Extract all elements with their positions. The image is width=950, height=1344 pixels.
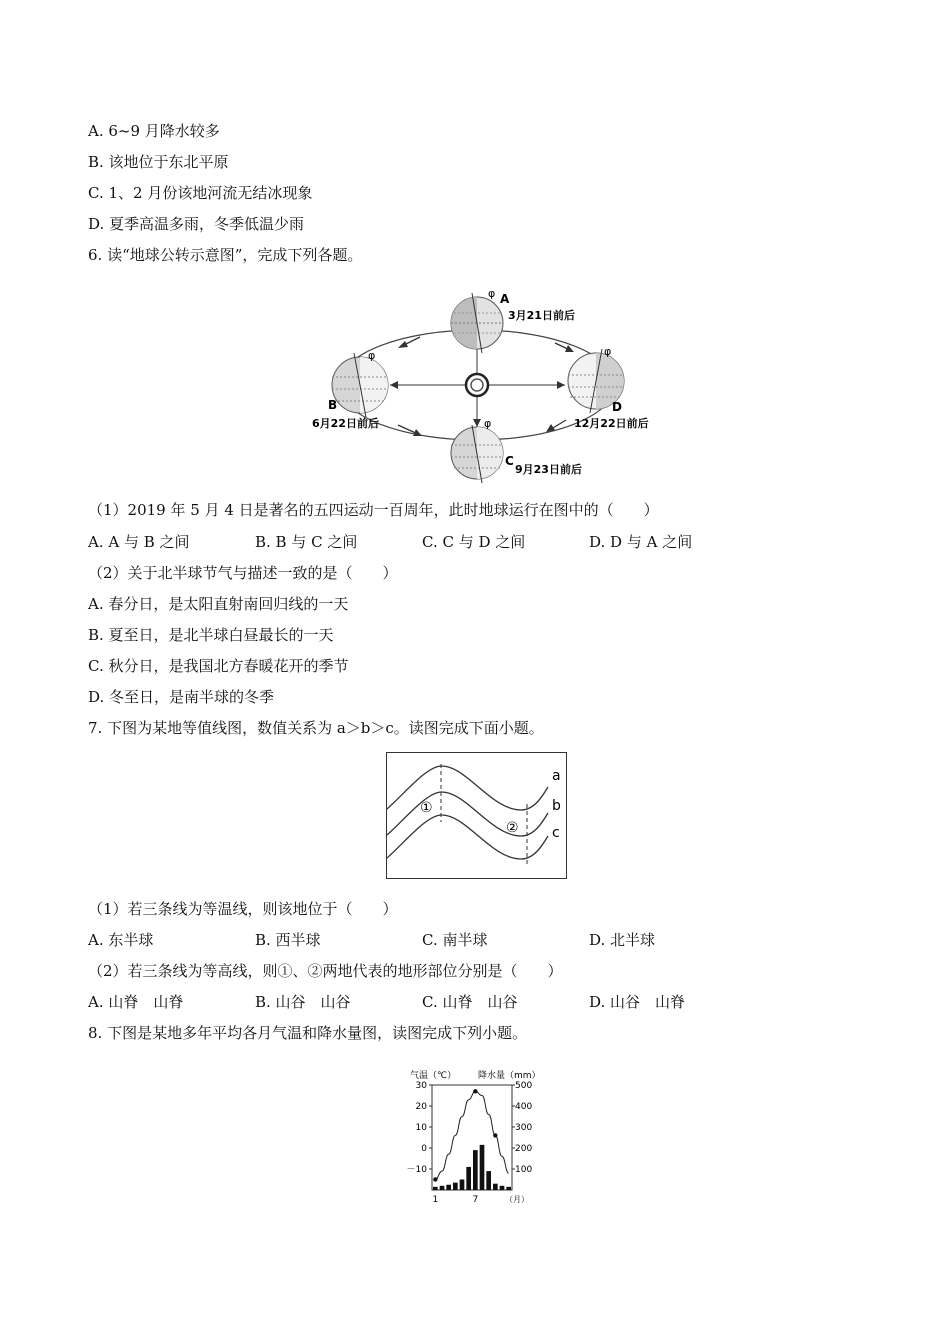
left-tick-label: －10: [406, 1165, 427, 1175]
precip-bar-2: [440, 1186, 445, 1190]
q7-sub1-option-d: D. 北半球: [589, 931, 656, 949]
q5-option-a: A. 6~9 月降水较多: [88, 122, 220, 140]
q7-sub2-option-b: B. 山谷 山谷: [255, 993, 351, 1011]
q7-sub1-option-c: C. 南半球: [422, 931, 488, 949]
precip-bar-3: [446, 1185, 451, 1190]
q6-sub1-option-a: A. A 与 B 之间: [88, 533, 190, 551]
right-tick-label: 400: [515, 1102, 533, 1112]
q7-sub2-stem: （2）若三条线为等高线，则①、②两地代表的地形部位分别是（ ）: [88, 962, 563, 980]
right-axis-label: 降水量（mm）: [478, 1071, 541, 1081]
date-b: 6月22日前后: [312, 417, 379, 430]
right-tick-label: 300: [515, 1123, 533, 1133]
left-axis-label: 气温（℃）: [410, 1071, 457, 1081]
q7-sub1-option-b: B. 西半球: [255, 931, 321, 949]
q6-sub2-stem: （2）关于北半球节气与描述一致的是（ ）: [88, 564, 398, 582]
isoline-diagram: [386, 752, 568, 880]
label-a: A: [500, 292, 510, 306]
svg-text:φ: φ: [604, 345, 612, 358]
precip-bar-1: [433, 1187, 438, 1190]
svg-text:φ: φ: [488, 287, 496, 300]
precip-bar-5: [460, 1180, 465, 1191]
q8-stem: 8. 下图是某地多年平均各月气温和降水量图，读图完成下列小题。: [88, 1024, 528, 1042]
q7-sub2-option-d: D. 山谷 山脊: [589, 993, 686, 1011]
q6-stem: 6. 读“地球公转示意图”，完成下列各题。: [88, 246, 363, 264]
precip-bar-11: [500, 1186, 505, 1190]
label-b: B: [328, 398, 338, 412]
q6-sub2-option-d: D. 冬至日，是南半球的冬季: [88, 688, 275, 706]
date-d: 12月22日前后: [574, 417, 649, 430]
temperature-point-10: [493, 1133, 497, 1137]
svg-text:φ: φ: [368, 349, 376, 362]
earth-revolution-diagram: [312, 285, 670, 485]
q5-option-c: C. 1、2 月份该地河流无结冰现象: [88, 184, 313, 202]
line-label-c: c: [552, 825, 560, 841]
temperature-point-1: [433, 1177, 437, 1181]
temperature-point-7: [473, 1089, 477, 1093]
precip-bar-8: [480, 1145, 485, 1190]
right-tick-label: 500: [515, 1081, 533, 1091]
q6-sub1-stem: （1）2019 年 5 月 4 日是著名的五四运动一百周年，此时地球运行在图中的（ ）: [88, 501, 659, 519]
line-label-a: a: [552, 768, 561, 784]
left-tick-label: 30: [415, 1081, 427, 1091]
precip-bar-7: [473, 1150, 478, 1190]
precip-bar-12: [506, 1187, 511, 1190]
precip-bar-4: [453, 1183, 458, 1190]
date-c: 9月23日前后: [515, 463, 582, 476]
label-c: C: [505, 454, 514, 468]
left-tick-label: 20: [415, 1102, 427, 1112]
q6-sub2-option-a: A. 春分日，是太阳直射南回归线的一天: [88, 595, 349, 613]
date-a: 3月21日前后: [508, 309, 575, 322]
point-1-label: ①: [420, 800, 433, 816]
earth-c: [451, 417, 582, 483]
x-tick-label: 1: [432, 1195, 439, 1205]
q6-sub1-option-b: B. B 与 C 之间: [255, 533, 358, 551]
q7-stem: 7. 下图为某地等值线图，数值关系为 a＞b＞c。读图完成下面小题。: [88, 719, 544, 737]
line-label-b: b: [552, 798, 561, 814]
q6-sub1-option-c: C. C 与 D 之间: [422, 533, 526, 551]
point-2-label: ②: [506, 820, 519, 836]
earth-d: [568, 345, 649, 430]
earth-b: [312, 349, 388, 430]
q7-sub2-option-a: A. 山脊 山脊: [88, 993, 184, 1011]
right-tick-label: 100: [515, 1165, 533, 1175]
precip-bar-9: [486, 1171, 491, 1190]
q6-sub1-option-d: D. D 与 A 之间: [589, 533, 693, 551]
right-tick-label: 200: [515, 1144, 533, 1154]
q5-option-d: D. 夏季高温多雨，冬季低温少雨: [88, 215, 305, 233]
left-tick-label: 0: [421, 1144, 427, 1154]
q7-sub1-stem: （1）若三条线为等温线，则该地位于（ ）: [88, 900, 398, 918]
temperature-line: [435, 1091, 508, 1179]
precip-bar-6: [466, 1167, 471, 1190]
q6-sub2-option-c: C. 秋分日，是我国北方春暖花开的季节: [88, 657, 349, 675]
x-tick-label: 7: [472, 1195, 479, 1205]
climate-chart: [400, 1063, 550, 1208]
precip-bar-10: [493, 1184, 498, 1190]
left-tick-label: 10: [415, 1123, 427, 1133]
q7-sub1-option-a: A. 东半球: [88, 931, 154, 949]
q5-option-b: B. 该地位于东北平原: [88, 153, 229, 171]
x-axis-label: （月）: [505, 1195, 529, 1204]
q6-sub2-option-b: B. 夏至日，是北半球白昼最长的一天: [88, 626, 334, 644]
label-d: D: [612, 400, 622, 414]
svg-text:φ: φ: [484, 417, 492, 430]
q7-sub2-option-c: C. 山脊 山谷: [422, 993, 518, 1011]
plot-frame: [432, 1085, 512, 1190]
